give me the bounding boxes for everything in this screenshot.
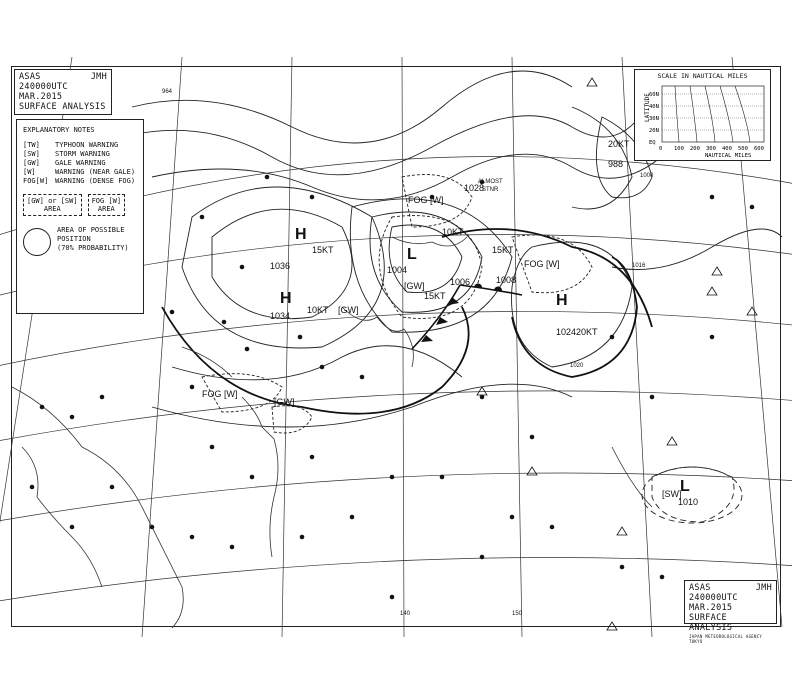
- fog-warning-label: FOG [W]: [408, 195, 444, 205]
- wind-speed-label: 15KT: [312, 245, 334, 255]
- isobar-value: 964: [162, 89, 173, 95]
- motion-label: ALMOST: [478, 179, 503, 185]
- low-symbol: L: [407, 246, 417, 263]
- low-1006-value: 1006: [450, 277, 471, 287]
- nm-tick: 300: [706, 146, 716, 152]
- scale-title: SCALE IN NAUTICAL MILES: [657, 72, 748, 80]
- legend-row: FOG[W] WARNING (DENSE FOG): [23, 177, 136, 185]
- low-988-value: 988: [608, 159, 624, 169]
- issuer-label: JMH: [90, 72, 107, 82]
- agency-label: ASAS: [689, 583, 711, 593]
- low-symbol: L: [680, 478, 690, 495]
- lat-tick: 30N: [649, 116, 659, 122]
- chart-name: SURFACE ANALYSIS: [19, 102, 106, 112]
- high-1024-value: 1024: [556, 327, 577, 337]
- distance-scale: [634, 69, 771, 161]
- lat-tick: 40N: [649, 104, 659, 110]
- chart-name: SURFACE ANALYSIS: [689, 613, 733, 633]
- lat-tick: EQ: [649, 140, 656, 146]
- isobar-value: 1016: [632, 263, 646, 269]
- longitude-label: 150: [512, 611, 523, 617]
- wind-speed-label: 15KT: [492, 245, 514, 255]
- nm-tick: 400: [722, 146, 732, 152]
- fog-warning-label: FOG [W]: [524, 259, 560, 269]
- legend-row: [TW] TYPHOON WARNING: [23, 141, 119, 149]
- legend-row: [W] WARNING (NEAR GALE): [23, 168, 136, 176]
- valid-time: 240000UTC MAR.2015: [689, 593, 738, 613]
- wind-speed-label: 10KT: [307, 305, 329, 315]
- low-1004-value: 1004: [387, 265, 408, 275]
- lat-tick: 20N: [649, 128, 659, 134]
- lat-tick: 60N: [649, 92, 659, 98]
- agency-label: ASAS: [19, 72, 41, 82]
- gale-warning-label: [GW]: [274, 397, 295, 407]
- nm-tick: 600: [754, 146, 764, 152]
- nm-tick: 0: [659, 146, 663, 152]
- gale-warning-label: [GW]: [404, 281, 425, 291]
- longitude-label: 140: [400, 611, 411, 617]
- legend-title: EXPLANATORY NOTES: [23, 126, 95, 134]
- nm-tick: 500: [738, 146, 748, 152]
- high-1028-value: 1028: [464, 183, 485, 193]
- wind-speed-label: 20KT: [608, 139, 630, 149]
- legend-row: [GW] GALE WARNING: [23, 159, 106, 167]
- fog-warning-label: FOG [W]: [202, 389, 238, 399]
- motion-label: STNR: [482, 187, 499, 193]
- high-1034-value: 1034: [270, 311, 291, 321]
- low-1008-value: 1008: [496, 275, 517, 285]
- scale-graph: [635, 80, 770, 158]
- high-1036-value: 1036: [270, 261, 291, 271]
- high-symbol: H: [280, 290, 292, 307]
- nm-tick: 200: [690, 146, 700, 152]
- isobar-value: 1000: [640, 173, 654, 179]
- warning-areas: [202, 175, 592, 434]
- wind-speed-label: 15KT: [424, 291, 446, 301]
- scale-x-title: NAUTICAL MILES: [705, 153, 752, 159]
- gale-storm-area-sample: [GW] or [SW] AREA: [23, 194, 82, 216]
- scale-y-title: LATITUDE: [644, 93, 651, 122]
- legend-area-samples: [23, 194, 137, 216]
- possible-position-note: AREA OF POSSIBLE POSITION (70% PROBABILITY): [23, 226, 137, 256]
- nm-tick: 100: [674, 146, 684, 152]
- gale-warning-label: [GW]: [338, 305, 359, 315]
- low-1010-value: 1010: [678, 497, 699, 507]
- issuer-label: JMH: [755, 583, 772, 593]
- wind-speed-label: 10KT: [442, 227, 464, 237]
- footer-title-box: [684, 580, 777, 644]
- high-symbol: H: [295, 226, 307, 243]
- storm-warning-label: [SW]: [662, 489, 682, 499]
- fog-area-sample: FOG [W] AREA: [88, 194, 126, 216]
- chart-title-box: [14, 69, 112, 115]
- high-symbol: H: [556, 292, 568, 309]
- isobar-value: 1020: [570, 363, 584, 369]
- weather-map: [11, 66, 781, 644]
- legend-row: [SW] STORM WARNING: [23, 150, 110, 158]
- circle-icon: [23, 228, 51, 256]
- credit-line: JAPAN METEOROLOGICAL AGENCY TOKYO: [689, 634, 763, 644]
- valid-time: 240000UTC MAR.2015: [19, 82, 68, 102]
- wind-speed-label: 20KT: [576, 327, 598, 337]
- explanatory-notes: [16, 119, 144, 314]
